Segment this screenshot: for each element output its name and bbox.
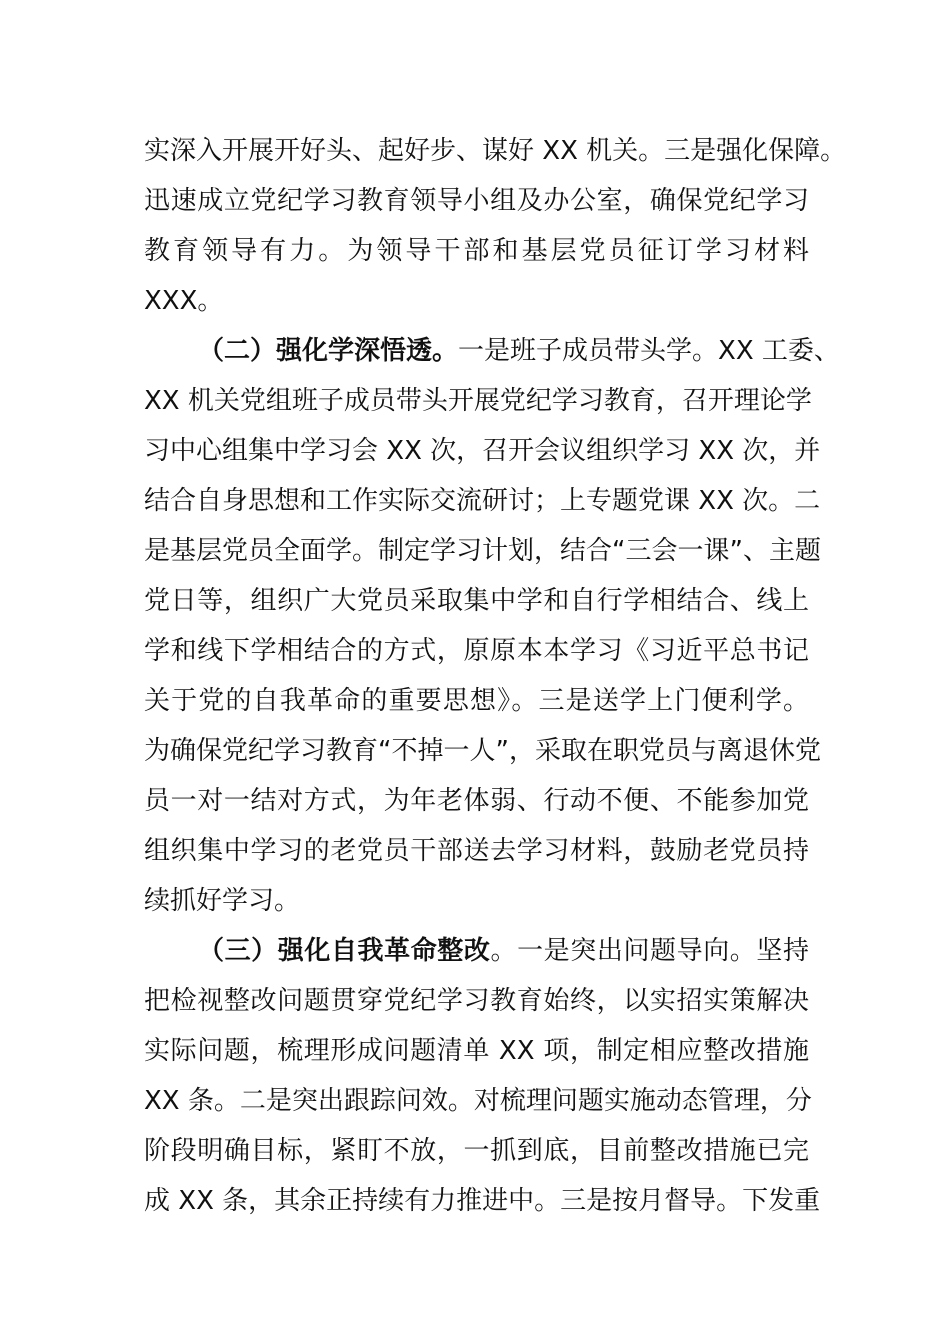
section-heading: （三）强化自我革命整改 <box>198 936 491 966</box>
text-line: 实深入开展开好头、起好步、谋好 XX 机关。三是强化保障。 <box>144 136 847 166</box>
text-line: 组织集中学习的老党员干部送去学习材料，鼓励老党员持 <box>144 836 809 866</box>
text-line: XXX。 <box>144 286 224 316</box>
text-line: 迅速成立党纪学习教育领导小组及办公室，确保党纪学习 <box>144 186 809 216</box>
text-line: XX 机关党组班子成员带头开展党纪学习教育，召开理论学 <box>144 386 812 416</box>
text-line: 为确保党纪学习教育“不掉一人”，采取在职党员与离退休党 <box>144 736 821 766</box>
text-line: 习中心组集中学习会 XX 次，召开会议组织学习 XX 次，并 <box>144 436 821 466</box>
text-line: 员一对一结对方式，为年老体弱、行动不便、不能参加党 <box>144 786 809 816</box>
text-line: 是基层党员全面学。制定学习计划，结合“三会一课”、主题 <box>144 536 821 566</box>
paragraph-2 <box>144 326 840 926</box>
text-line: 党日等，组织广大党员采取集中学和自行学相结合、线上 <box>144 586 809 616</box>
text-line <box>144 326 840 376</box>
section-heading: （二）强化学深悟透。 <box>198 336 459 366</box>
text-line: 把检视整改问题贯穿党纪学习教育始终，以实招实策解决 <box>144 986 809 1016</box>
text-line: 学和线下学相结合的方式，原原本本学习《习近平总书记 <box>144 636 809 666</box>
paragraph-1 <box>144 126 847 326</box>
text-line: 实际问题，梳理形成问题清单 XX 项，制定相应整改措施 <box>144 1036 809 1066</box>
text-line: 关于党的自我革命的重要思想》。三是送学上门便利学。 <box>144 686 809 716</box>
text-line: 教育领导有力。为领导干部和基层党员征订学习材料 <box>144 236 809 266</box>
text-line: 阶段明确目标，紧盯不放，一抓到底，目前整改措施已完 <box>144 1136 809 1166</box>
text-span: 一是班子成员带头学。XX 工委、 <box>458 336 840 366</box>
text-line: XX 条。二是突出跟踪问效。对梳理问题实施动态管理，分 <box>144 1086 812 1116</box>
text-line: 结合自身思想和工作实际交流研讨；上专题党课 XX 次。二 <box>144 486 821 516</box>
document-body <box>144 126 847 1226</box>
text-span: 。一是突出问题导向。坚持 <box>490 936 809 966</box>
text-line: 续抓好学习。 <box>144 886 301 916</box>
text-line <box>144 926 809 976</box>
paragraph-3 <box>144 926 821 1226</box>
text-line: 成 XX 条，其余正持续有力推进中。三是按月督导。下发重 <box>144 1186 821 1216</box>
